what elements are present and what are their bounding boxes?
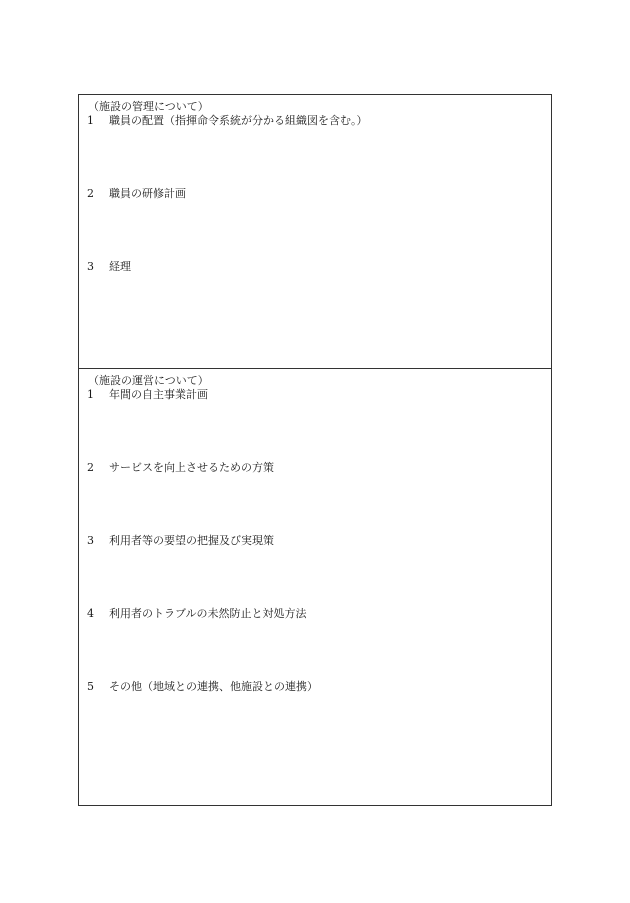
item-label: 利用者のトラブルの未然防止と対処方法 — [109, 607, 307, 620]
management-section — [79, 95, 551, 369]
item-number: 4 — [87, 607, 94, 620]
management-item-1 — [87, 114, 543, 128]
item-label: 職員の配置（指揮命令系統が分かる組織図を含む。） — [109, 114, 368, 127]
management-item-2 — [87, 187, 543, 201]
item-number: 1 — [87, 114, 94, 127]
operation-heading: （施設の運営について） — [88, 374, 209, 387]
item-label: 経理 — [109, 260, 131, 273]
operation-item-3 — [87, 534, 543, 548]
management-heading: （施設の管理について） — [88, 100, 209, 113]
form-table — [78, 94, 552, 806]
item-label: サービスを向上させるための方策 — [109, 461, 274, 474]
item-number: 1 — [87, 388, 94, 401]
item-label: その他（地域との連携、他施設との連携） — [109, 680, 318, 693]
item-label: 年間の自主事業計画 — [109, 388, 208, 401]
item-number: 2 — [87, 461, 94, 474]
operation-item-1 — [87, 388, 543, 402]
operation-item-4 — [87, 607, 543, 621]
operation-item-5 — [87, 680, 543, 694]
item-number: 5 — [87, 680, 94, 693]
management-item-3 — [87, 260, 543, 274]
operation-section — [79, 369, 551, 805]
item-number: 2 — [87, 187, 94, 200]
operation-item-2 — [87, 461, 543, 475]
item-label: 職員の研修計画 — [109, 187, 186, 200]
item-number: 3 — [87, 534, 94, 547]
item-number: 3 — [87, 260, 94, 273]
item-label: 利用者等の要望の把握及び実現策 — [109, 534, 274, 547]
